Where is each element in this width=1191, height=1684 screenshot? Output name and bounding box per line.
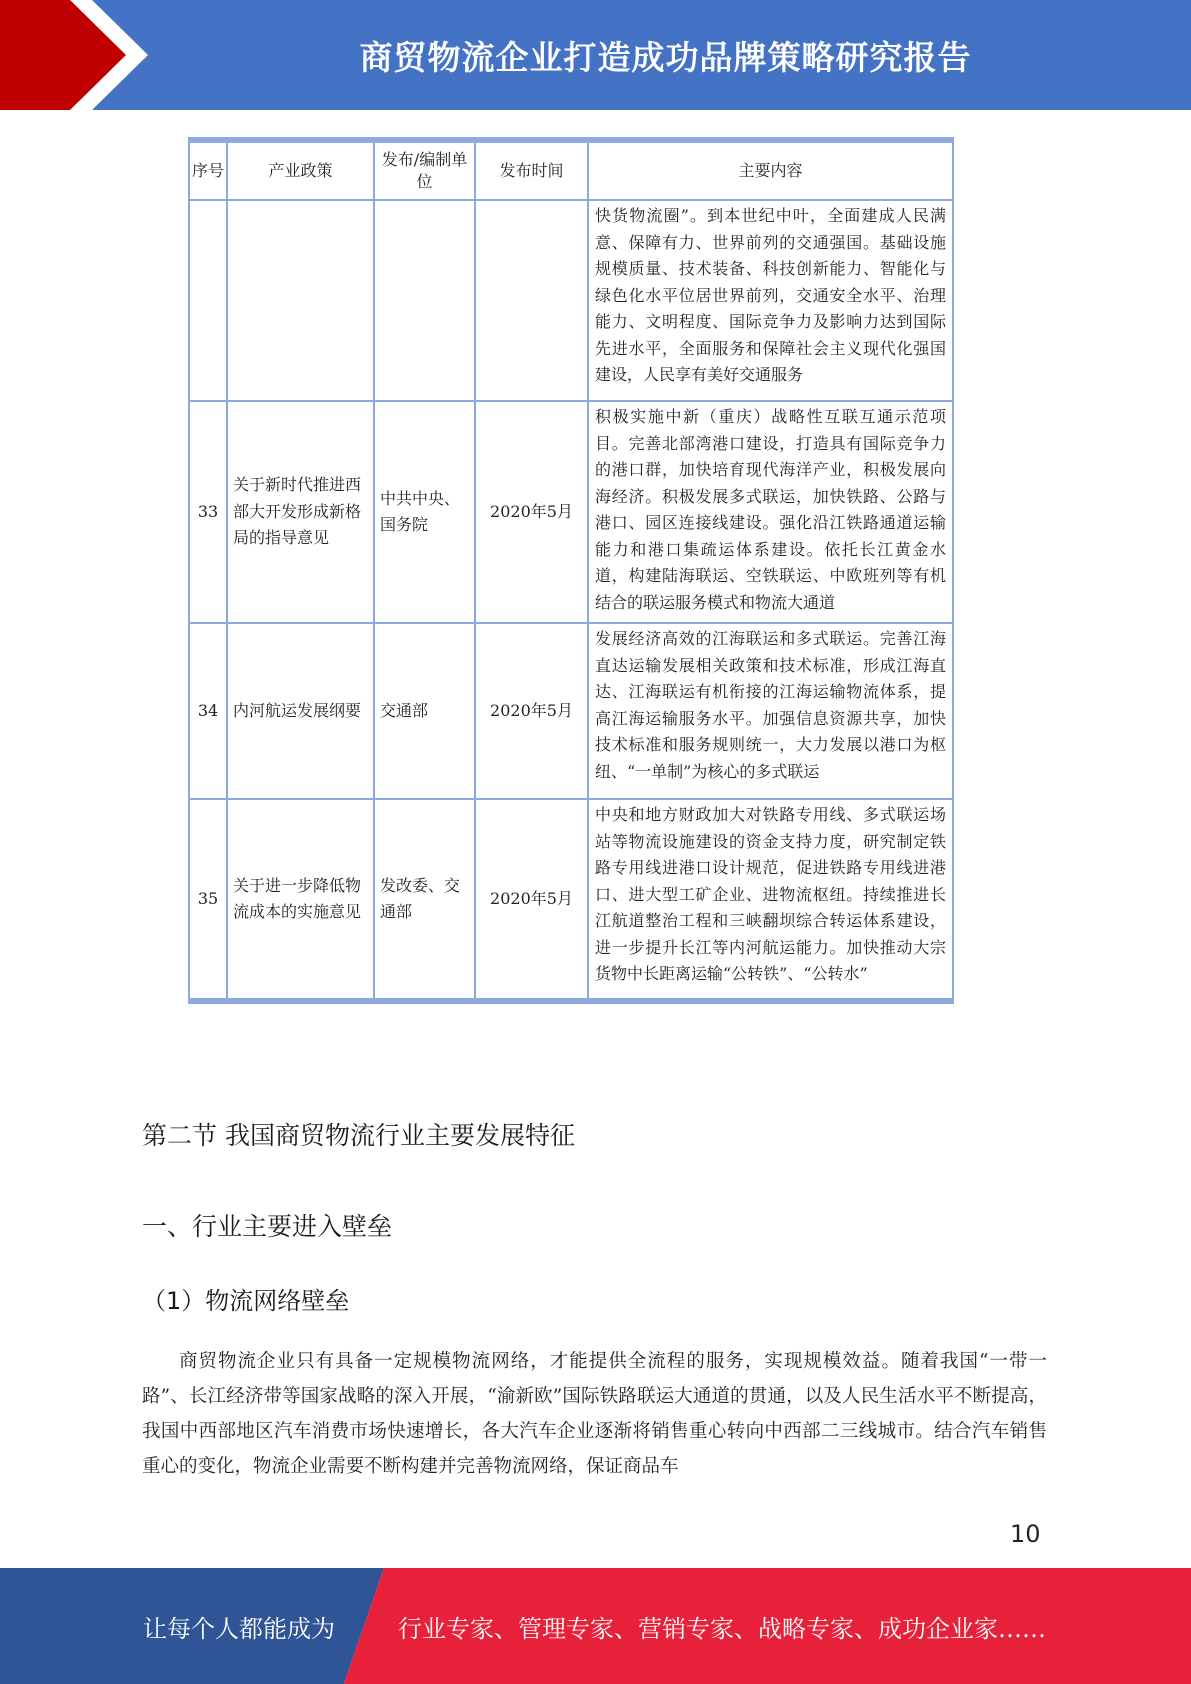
section-heading: 第二节 我国商贸物流行业主要发展特征 [142,1121,575,1150]
cell-content: 快货物流圈”。到本世纪中叶，全面建成人民满意、保障有力、世界前列的交通强国。基础设施规模质量、技术装备、科技创新能力、智能化与绿色化水平位居世界前列，交通安全水平、治理能力、文明程度、国际竞争力及影响力达到国际先进水平，全面服务和保障社会主义现代化强国建设，人民享有美好交通服务 [588,200,953,401]
cell-date: 2020年5月 [475,401,588,623]
header-banner [0,0,1191,110]
footer-slogan-left: 让每个人都能成为 [143,1614,335,1643]
cell-date: 2020年5月 [475,623,588,799]
cell-date [475,200,588,401]
cell-unit [374,200,475,401]
cell-content: 发展经济高效的江海联运和多式联运。完善江海直达运输发展相关政策和技术标准，形成江海直达、江海联运有机衔接的江海运输物流体系，提高江海运输服务水平。加强信息资源共享，加快技术标准和服务规则统一，大力发展以港口为枢纽、“一单制”为核心的多式联运 [588,623,953,799]
cell-policy: 关于进一步降低物流成本的实施意见 [227,799,374,1001]
cell-policy: 内河航运发展纲要 [227,623,374,799]
cell-unit: 发改委、交通部 [374,799,475,1001]
header-date: 发布时间 [475,140,588,200]
header-policy: 产业政策 [227,140,374,200]
cell-date: 2020年5月 [475,799,588,1001]
header-content: 主要内容 [588,140,953,200]
page-number: 10 [1010,1520,1041,1548]
table-row [189,623,953,799]
report-title: 商贸物流企业打造成功品牌策略研究报告 [359,37,972,77]
cell-num: 35 [189,799,227,1001]
footer-banner [0,1568,1191,1684]
header-num: 序号 [189,140,227,200]
table-row [189,401,953,623]
cell-num [189,200,227,401]
cell-policy [227,200,374,401]
subsubsection-heading: （1）物流网络壁垒 [142,1287,350,1315]
policy-table [188,137,954,1004]
footer-slogan-right: 行业专家、管理专家、营销专家、战略专家、成功企业家…… [398,1614,1046,1643]
cell-policy: 关于新时代推进西部大开发形成新格局的指导意见 [227,401,374,623]
cell-content: 中央和地方财政加大对铁路专用线、多式联运场站等物流设施建设的资金支持力度，研究制定铁路专用线进港口设计规范，促进铁路专用线进港口、进大型工矿企业、进物流枢纽。持续推进长江航道整治工程和三峡翻坝综合转运体系建设，进一步提升长江等内河航运能力。加快推动大宗货物中长距离运输“公转铁”、“公转水” [588,799,953,1001]
table-header-row [189,140,953,200]
cell-unit: 交通部 [374,623,475,799]
subsection-heading: 一、行业主要进入壁垒 [142,1212,393,1241]
cell-num: 34 [189,623,227,799]
body-paragraph: 商贸物流企业只有具备一定规模物流网络，才能提供全流程的服务，实现规模效益。随着我国“一带一路”、长江经济带等国家战略的深入开展，“渝新欧”国际铁路联运大通道的贯通，以及人民生活水平不断提高，我国中西部地区汽车消费市场快速增长，各大汽车企业逐渐将销售重心转向中西部二三线城市。结合汽车销售重心的变化，物流企业需要不断构建并完善物流网络，保证商品车 [142,1351,1047,1477]
header-unit: 发布/编制单位 [374,140,475,200]
cell-unit: 中共中央、国务院 [374,401,475,623]
cell-num: 33 [189,401,227,623]
cell-content: 积极实施中新（重庆）战略性互联互通示范项目。完善北部湾港口建设，打造具有国际竞争力的港口群，加快培育现代海洋产业，积极发展向海经济。积极发展多式联运，加快铁路、公路与港口、园区连接线建设。强化沿江铁路通道运输能力和港口集疏运体系建设。依托长江黄金水道，构建陆海联运、空铁联运、中欧班列等有机结合的联运服务模式和物流大通道 [588,401,953,623]
table-row [189,200,953,401]
header-arrow-graphic [0,0,160,110]
table-row [189,799,953,1001]
